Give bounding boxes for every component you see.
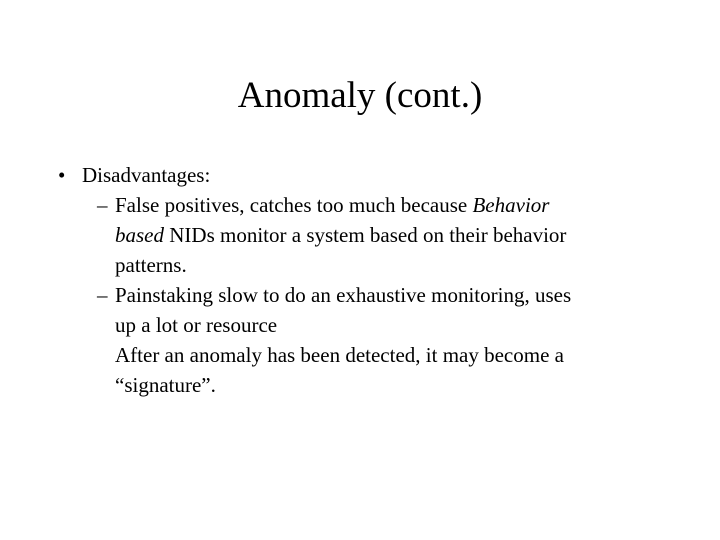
sub-item-2-text-3: After an anomaly has been detected, it may become a	[115, 343, 564, 367]
sub-item-1-marker: –	[97, 193, 108, 217]
sub-item-1-text-3: patterns.	[115, 253, 187, 277]
sub-item-2-text-1: Painstaking slow to do an exhaustive monitoring, uses	[115, 283, 572, 307]
sub-item-1-text: False positives, catches too much because	[115, 193, 473, 217]
sub-item-1-text-2: NIDs monitor a system based on their behavior	[164, 223, 567, 247]
sub-item-1-emphasis: Behavior	[472, 193, 550, 217]
sub-item-1-line-2-text	[115, 220, 566, 250]
bullet-label: Disadvantages:	[82, 163, 211, 187]
sub-item-2-marker: –	[97, 283, 108, 307]
sub-item-2-text-2: up a lot or resource	[115, 313, 278, 337]
sub-item-1-emphasis-2: based	[115, 223, 164, 247]
bullet-marker: •	[58, 163, 66, 187]
sub-item-1-line-1-text	[115, 190, 549, 220]
sub-item-2-text-4: “signature”.	[115, 373, 216, 397]
slide-title: Anomaly (cont.)	[237, 75, 483, 116]
